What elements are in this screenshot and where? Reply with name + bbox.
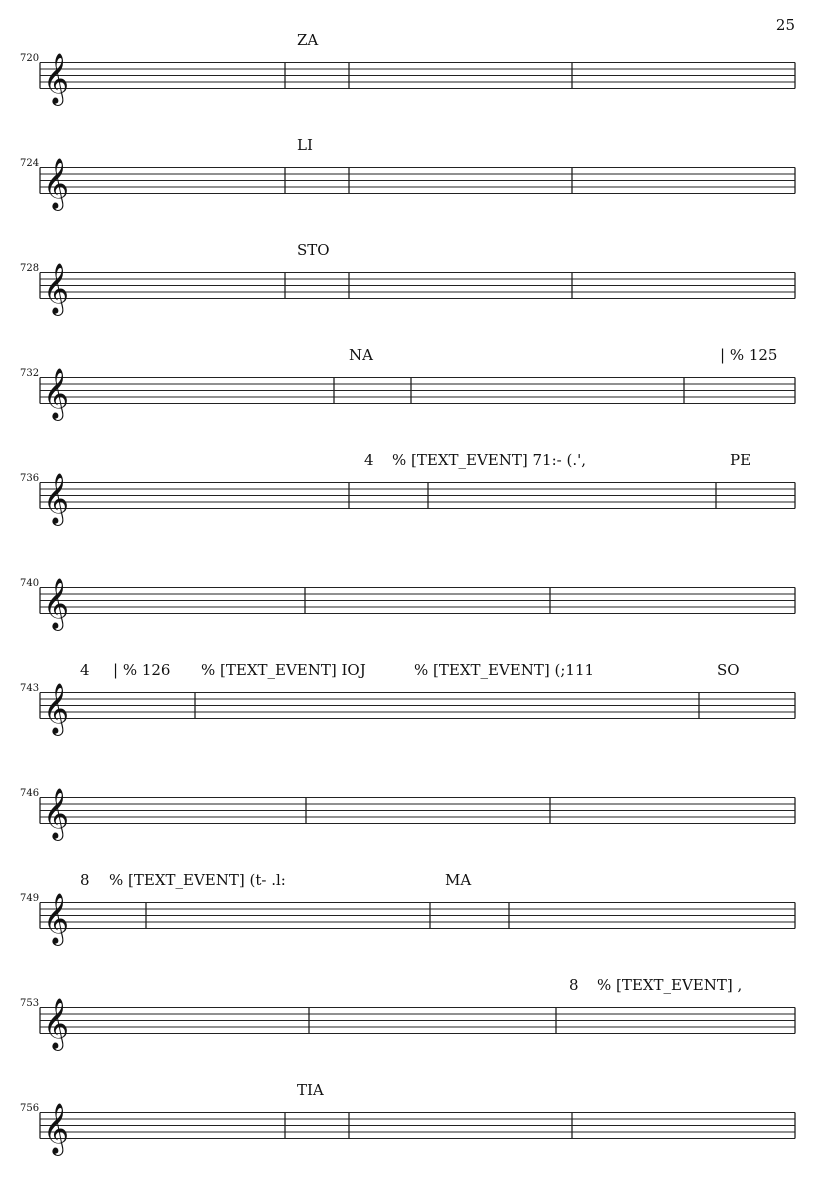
staff-system xyxy=(0,976,835,1097)
measure-number: 753 xyxy=(20,998,40,1009)
text-annotation: STO xyxy=(297,241,330,259)
measure-number: 736 xyxy=(20,473,40,484)
measure-number: 740 xyxy=(20,578,40,589)
measure-number: 728 xyxy=(20,263,40,274)
text-annotation: % [TEXT_EVENT] (;111 xyxy=(414,661,595,679)
text-annotation: 8 xyxy=(569,976,579,994)
treble-clef-icon: 𝄞 xyxy=(43,998,70,1049)
staff-system xyxy=(0,451,835,572)
text-annotation: % [TEXT_EVENT] (t- .l: xyxy=(109,871,286,889)
treble-clef-icon: 𝄞 xyxy=(43,788,70,839)
treble-clef-icon: 𝄞 xyxy=(43,1103,70,1154)
text-annotation: MA xyxy=(445,871,472,889)
measure-number: 756 xyxy=(20,1103,40,1114)
text-annotation: 4 xyxy=(80,661,90,679)
measure-number: 749 xyxy=(20,893,40,904)
text-annotation: | % 125 xyxy=(720,346,778,364)
staff-system xyxy=(0,1081,835,1202)
staff-system xyxy=(0,661,835,782)
treble-clef-icon: 𝄞 xyxy=(43,158,70,209)
page-number: 25 xyxy=(775,16,795,34)
treble-clef-icon: 𝄞 xyxy=(43,683,70,734)
text-annotation: NA xyxy=(349,346,373,364)
text-annotation: | % 126 xyxy=(113,661,171,679)
text-annotation: % [TEXT_EVENT] 71:- (.', xyxy=(392,451,586,469)
staff-system xyxy=(0,241,835,362)
measure-number: 732 xyxy=(20,368,40,379)
text-annotation: PE xyxy=(730,451,752,469)
staff-system xyxy=(0,31,835,152)
measure-number: 743 xyxy=(20,683,40,694)
treble-clef-icon: 𝄞 xyxy=(43,263,70,314)
measure-number: 724 xyxy=(20,158,40,169)
text-annotation: 8 xyxy=(80,871,90,889)
measure-number: 720 xyxy=(20,53,40,64)
treble-clef-icon: 𝄞 xyxy=(43,368,70,419)
text-annotation: LI xyxy=(297,136,313,154)
measure-number: 746 xyxy=(20,788,40,799)
treble-clef-icon: 𝄞 xyxy=(43,893,70,944)
text-annotation: % [TEXT_EVENT] IOJ xyxy=(201,661,366,679)
treble-clef-icon: 𝄞 xyxy=(43,578,70,629)
treble-clef-icon: 𝄞 xyxy=(43,473,70,524)
treble-clef-icon: 𝄞 xyxy=(43,53,70,104)
text-annotation: SO xyxy=(717,661,740,679)
text-annotation: % [TEXT_EVENT] , xyxy=(597,976,743,994)
text-annotation: ZA xyxy=(297,31,319,49)
text-annotation: 4 xyxy=(364,451,374,469)
text-annotation: TIA xyxy=(297,1081,324,1099)
staff-system xyxy=(0,136,835,257)
